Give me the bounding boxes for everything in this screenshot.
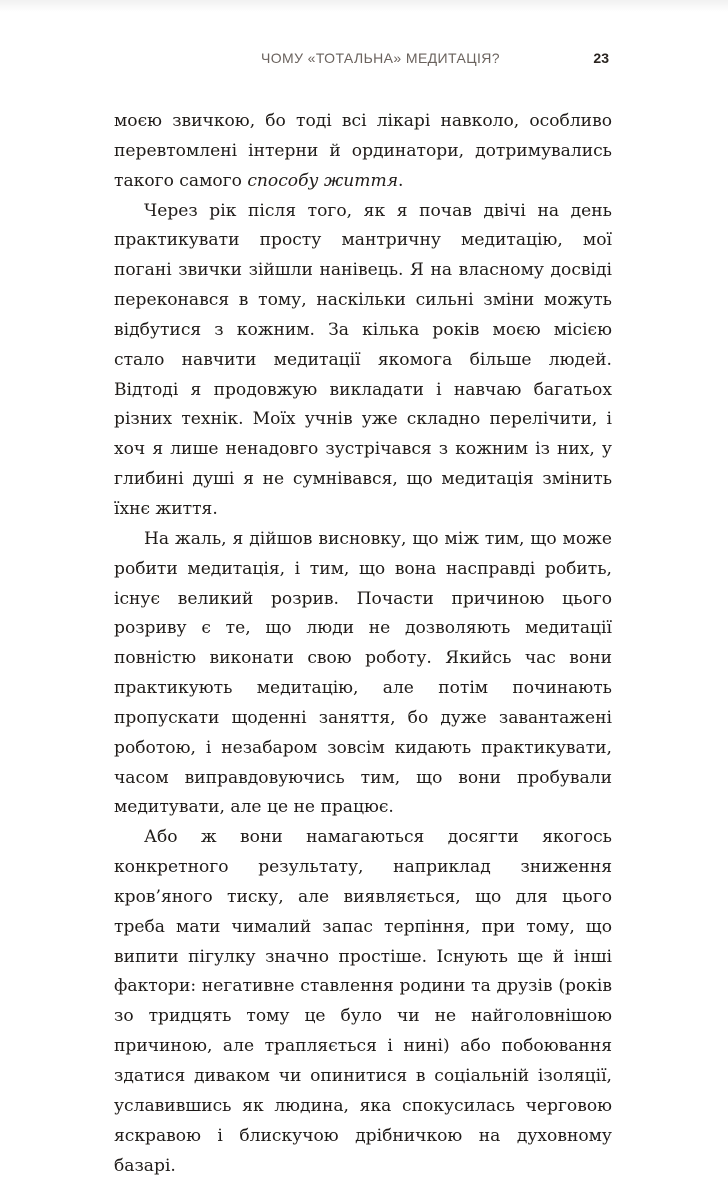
page-top-edge bbox=[0, 0, 728, 12]
paragraph-3: На жаль, я дійшов висновку, що між тим, що може робити медитація, і тим, що вона насправді робить, існує великий розрив. Почасти причиною цього розриву є те, що люди не дозволяють медитації повністю виконати свою роботу. Якийсь час вони практикують медитацію, але потім починають пропускати щоденні заняття, бо дуже завантажені роботою, і незабаром зовсім кидають практикувати, часом виправдовуючись тим, що вони пробували медитувати, але це не працює. bbox=[114, 528, 612, 818]
paragraph-1-after: . bbox=[398, 170, 404, 191]
running-title: ЧОМУ «ТОТАЛЬНА» МЕДИТАЦІЯ? bbox=[260, 50, 500, 66]
page-text bbox=[114, 107, 612, 1181]
paragraph-2: Через рік після того, як я почав двічі на день практикувати просту мантричну медитацію, мої погані звички зійшли нанівець. Я на власному досвіді переконався в тому, наскільки сильні зміни можуть відбутися з кожним. За кілька років моєю місією стало навчити медитації якомога більше людей. Відтоді я продовжую викладати і навчаю багатьох різних технік. Моїх учнів уже складно перелічити, і хоч я лише ненадовго зустрічався з кожним із них, у глибині душі я не сумнівався, що медитація змінить їхнє життя. bbox=[114, 200, 612, 519]
page-number: 23 bbox=[593, 50, 609, 66]
paragraph-4: Або ж вони намагаються досягти якогось конкретного результату, наприклад зниження кров’яного тиску, але виявляється, що для цього треба мати чималий запас терпіння, при тому, що випити пігулку значно простіше. Існують ще й інші фактори: негативне ставлення родини та друзів (років зо тридцять тому це було чи не найголовнішою причиною, але трапляється і нині) або побоювання здатися диваком чи опинитися в соціальній ізоляції, уславившись як людина, яка спокусилась черговою яскравою і блискучою дрібничкою на духовному базарі. bbox=[114, 827, 612, 1176]
running-header bbox=[114, 50, 612, 70]
paragraph-1-before: моєю звичкою, бо тоді всі лікарі навколо, особливо перевтомлені інтерни й ординатори, дотримувались такого самого bbox=[114, 111, 612, 191]
paragraph-1 bbox=[114, 107, 612, 197]
emphasis-text: способу життя bbox=[247, 170, 399, 191]
